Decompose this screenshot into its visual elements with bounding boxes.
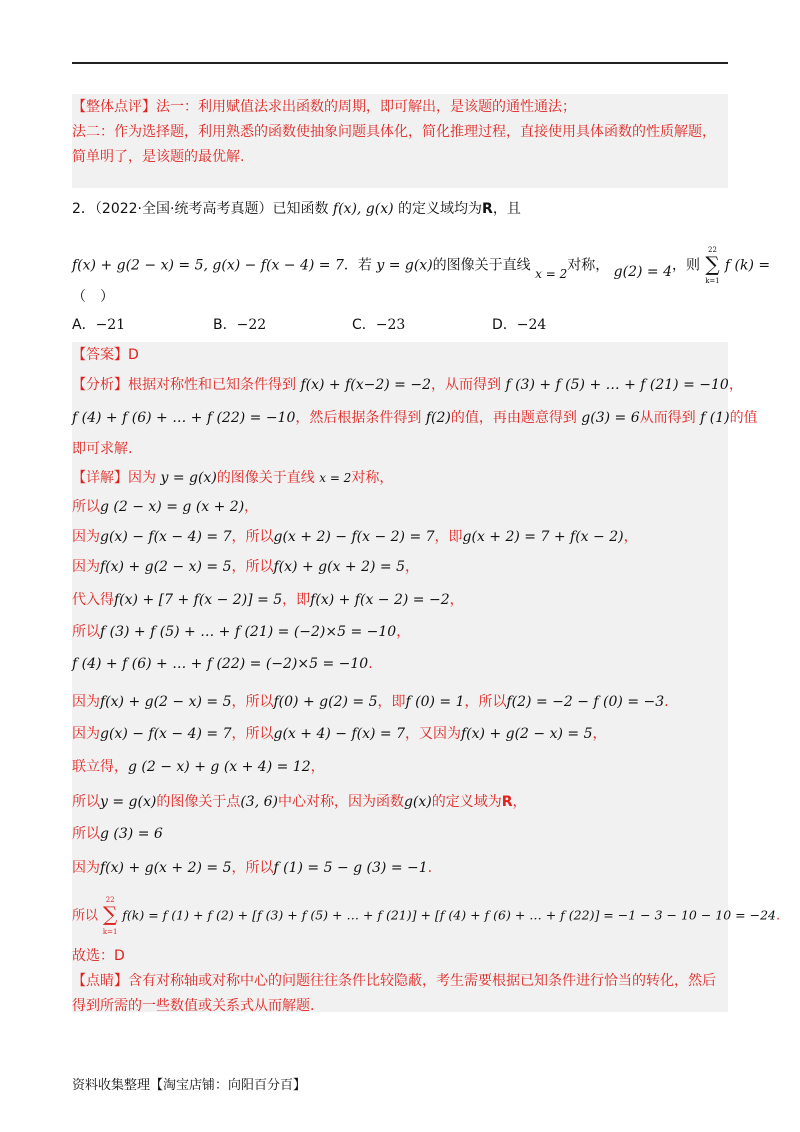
detail-line-1: 【详解】因为 y = g(x)的图像关于直线 x = 2对称， [72,470,394,486]
detail-line-5: 代入得f(x) + [7 + f(x − 2)] = 5，即f(x) + f(x − 2) = −2， [72,592,464,608]
question-paren: （ ） [72,289,114,305]
detail-line-7: f (4) + f (6) + … + f (22) = (−2)×5 = −10. [72,656,373,672]
footer-note: 资料收集整理【淘宝店铺：向阳百分百】 [72,1078,307,1093]
option-a[interactable]: A．−21 [72,317,126,333]
option-d[interactable]: D．−24 [492,317,547,333]
question-stem-line-2: f(x) + g(2 − x) = 5, g(x) − f(x − 4) = 7．若 y = g(x)的图像关于直线 x = 2对称， g(2) = 4，则 22 ∑ k=1 f (k) = [72,246,771,285]
detail-line-10: 联立得，g (2 − x) + g (x + 4) = 12， [72,759,325,775]
detail-line-6: 所以f (3) + f (5) + … + f (21) = (−2)×5 = −10， [72,624,411,640]
detail-line-11: 所以y = g(x)的图像关于点(3, 6)中心对称，因为函数g(x)的定义域为R， [72,794,527,810]
detail-line-3: 因为g(x) − f(x − 4) = 7，所以g(x + 2) − f(x − 2) = 7，即g(x + 2) = 7 + f(x − 2)， [72,529,638,545]
review-line-3: 简单明了，是该题的最优解. [72,149,245,165]
comment-line-1: 【点睛】含有对称轴或对称中心的问题往往条件比较隐蔽，考生需要根据已知条件进行恰当的转化，然后 [72,973,716,989]
detail-line-13: 因为f(x) + g(x + 2) = 5，所以f (1) = 5 − g (3) = −1. [72,860,433,876]
detail-line-14: 所以 22 ∑ k=1 f(k) = f (1) + f (2) + [f (3) + f (5) + … + f (21)] + [f (4) + f (6) + … + f (22)] = −1 − 3 − 10 − 10 = −24. [72,896,781,936]
summation-sign: 22 ∑ k=1 [705,246,720,285]
analysis-line-3: 即可求解. [72,441,133,457]
review-tag: 【整体点评】 [72,99,156,115]
detail-line-15: 故选：D [72,948,125,964]
review-line-2: 法二：作为选择题，利用熟悉的函数使抽象问题具体化，简化推理过程，直接使用具体函数的性质解题， [72,124,716,140]
detail-line-9: 因为g(x) − f(x − 4) = 7，所以g(x + 4) − f(x) = 7，又因为f(x) + g(2 − x) = 5， [72,726,607,742]
detail-line-12: 所以g (3) = 6 [72,826,163,842]
question-stem-line-1: 2．（2022·全国·统考高考真题）已知函数 f(x), g(x) 的定义域均为R，且 [72,201,521,217]
answer-line: 【答案】D [72,347,139,363]
detail-line-2: 所以g (2 − x) = g (x + 2)， [72,499,259,515]
summation-sign-2: 22 ∑ k=1 [102,896,118,936]
top-rule [72,62,728,64]
option-c[interactable]: C．−23 [352,317,406,333]
detail-line-8: 因为f(x) + g(2 − x) = 5，所以f(0) + g(2) = 5，即f (0) = 1，所以f(2) = −2 − f (0) = −3. [72,694,669,710]
analysis-line-1: 【分析】根据对称性和已知条件得到 f(x) + f(x−2) = −2，从而得到 f (3) + f (5) + … + f (21) = −10， [72,377,743,393]
detail-line-4: 因为f(x) + g(2 − x) = 5，所以f(x) + g(x + 2) = 5， [72,559,419,575]
comment-line-2: 得到所需的一些数值或关系式从而解题. [72,998,315,1014]
analysis-line-2: f (4) + f (6) + … + f (22) = −10，然后根据条件得到 f(2)的值，再由题意得到 g(3) = 6从而得到 f (1)的值 [72,410,758,426]
option-b[interactable]: B．−22 [213,317,267,333]
review-line-1: 【整体点评】法一：利用赋值法求出函数的周期，即可解出，是该题的通性通法； [72,99,576,115]
